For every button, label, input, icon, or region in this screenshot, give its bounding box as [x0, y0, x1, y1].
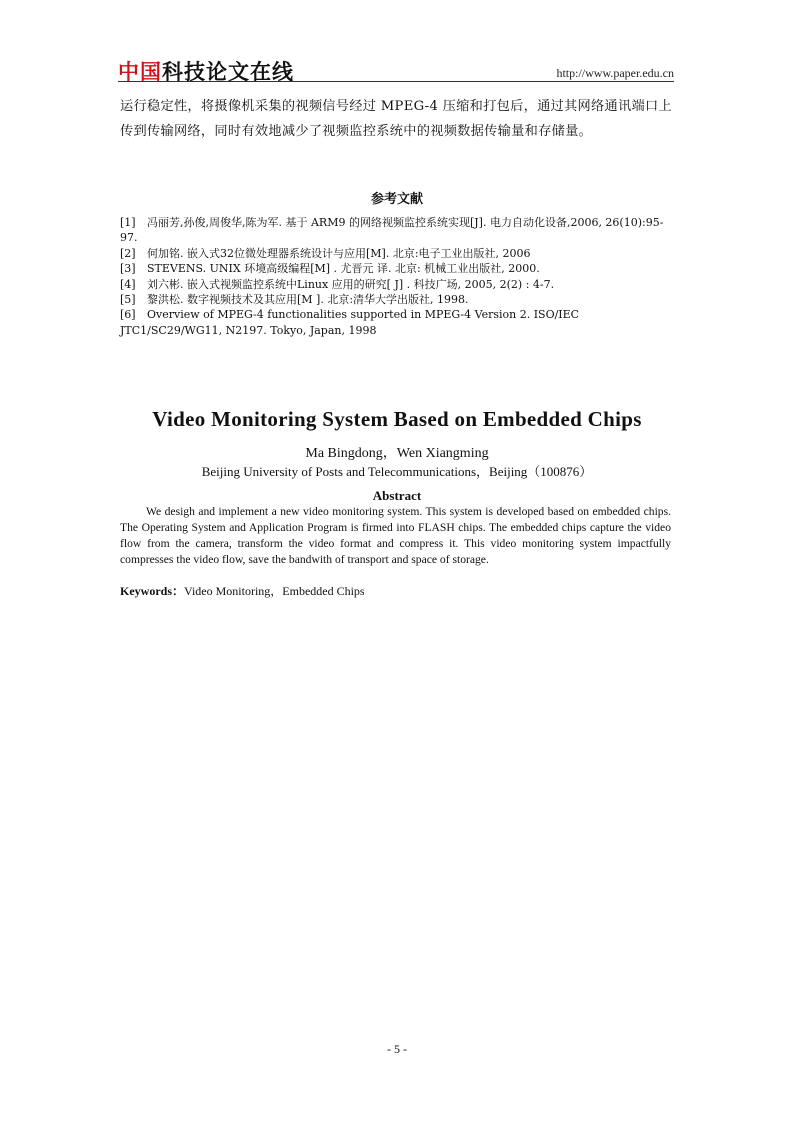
- page-header: [118, 52, 674, 82]
- abstract-heading: Abstract: [372, 488, 422, 503]
- reference-item: [120, 292, 674, 307]
- reference-text: 冯丽芳,孙俊,周俊华,陈为军. 基于 ARM9 的网络视频监控系统实现[J]. 电力自动化设备,2006, 26(10):95-97.: [120, 216, 664, 245]
- reference-number: [3]: [120, 262, 136, 276]
- reference-number: [1]: [120, 216, 136, 229]
- intro-paragraph: 运行稳定性，将摄像机采集的视频信号经过 MPEG-4 压缩和打包后，通过其网络通讯端口上传到传输网络，同时有效地减少了视频监控系统中的视频数据传输量和存储量。: [120, 99, 672, 139]
- reference-item: [120, 215, 674, 246]
- reference-text: 何加铭. 嵌入式32位微处理器系统设计与应用[M]. 北京:电子工业出版社, 2006: [147, 246, 531, 260]
- reference-text: Overview of MPEG-4 functionalities supported in MPEG-4 Version 2. ISO/IEC JTC1/SC29/WG11, N2197. Tokyo, Japan, 1998: [120, 308, 580, 337]
- reference-number: [4]: [120, 277, 136, 291]
- keywords-text: Video Monitoring，Embedded Chips: [184, 584, 365, 598]
- logo-black-text: 科技论文在线: [162, 60, 294, 84]
- reference-item: [120, 307, 674, 338]
- reference-number: [5]: [120, 293, 136, 307]
- keywords-label: Keywords：: [120, 584, 184, 598]
- logo-red-text: 中国: [118, 60, 162, 84]
- reference-text: 刘六彬. 嵌入式视频监控系统中Linux 应用的研究[ J] . 科技广场, 2005, 2(2) : 4-7.: [147, 277, 555, 291]
- references-list: [120, 215, 674, 338]
- site-url: http://www.paper.edu.cn: [556, 66, 674, 80]
- header-divider: [118, 81, 674, 82]
- english-authors: Ma Bingdong，Wen Xiangming: [305, 446, 489, 461]
- reference-item: [120, 277, 674, 292]
- abstract-body: We desigh and implement a new video monitoring system. This system is developed based on embedded chips. The Operating System and Application Program is firmed into FLASH chips. The embedded chips capture the video flow from the camera, transform the video format and compress it. This video monitoring system impactfully compresses the video flow, save the bandwith of transport and space of storage.: [120, 505, 671, 566]
- english-title: Video Monitoring System Based on Embedded Chips: [152, 407, 642, 431]
- keywords-line: [120, 582, 674, 599]
- english-affiliation: Beijing University of Posts and Telecommunications，Beijing（100876）: [201, 464, 593, 479]
- reference-text: 黎洪松. 数字视频技术及其应用[M ]. 北京:清华大学出版社, 1998.: [147, 293, 469, 307]
- reference-item: [120, 246, 674, 261]
- reference-text: STEVENS. UNIX 环境高级编程[M] . 尤晋元 译. 北京: 机械工业出版社, 2000.: [147, 262, 540, 276]
- reference-item: [120, 261, 674, 276]
- page-number: - 5 -: [387, 1042, 407, 1056]
- reference-number: [6]: [120, 308, 136, 322]
- references-title: 参考文献: [370, 192, 423, 207]
- reference-number: [2]: [120, 246, 136, 260]
